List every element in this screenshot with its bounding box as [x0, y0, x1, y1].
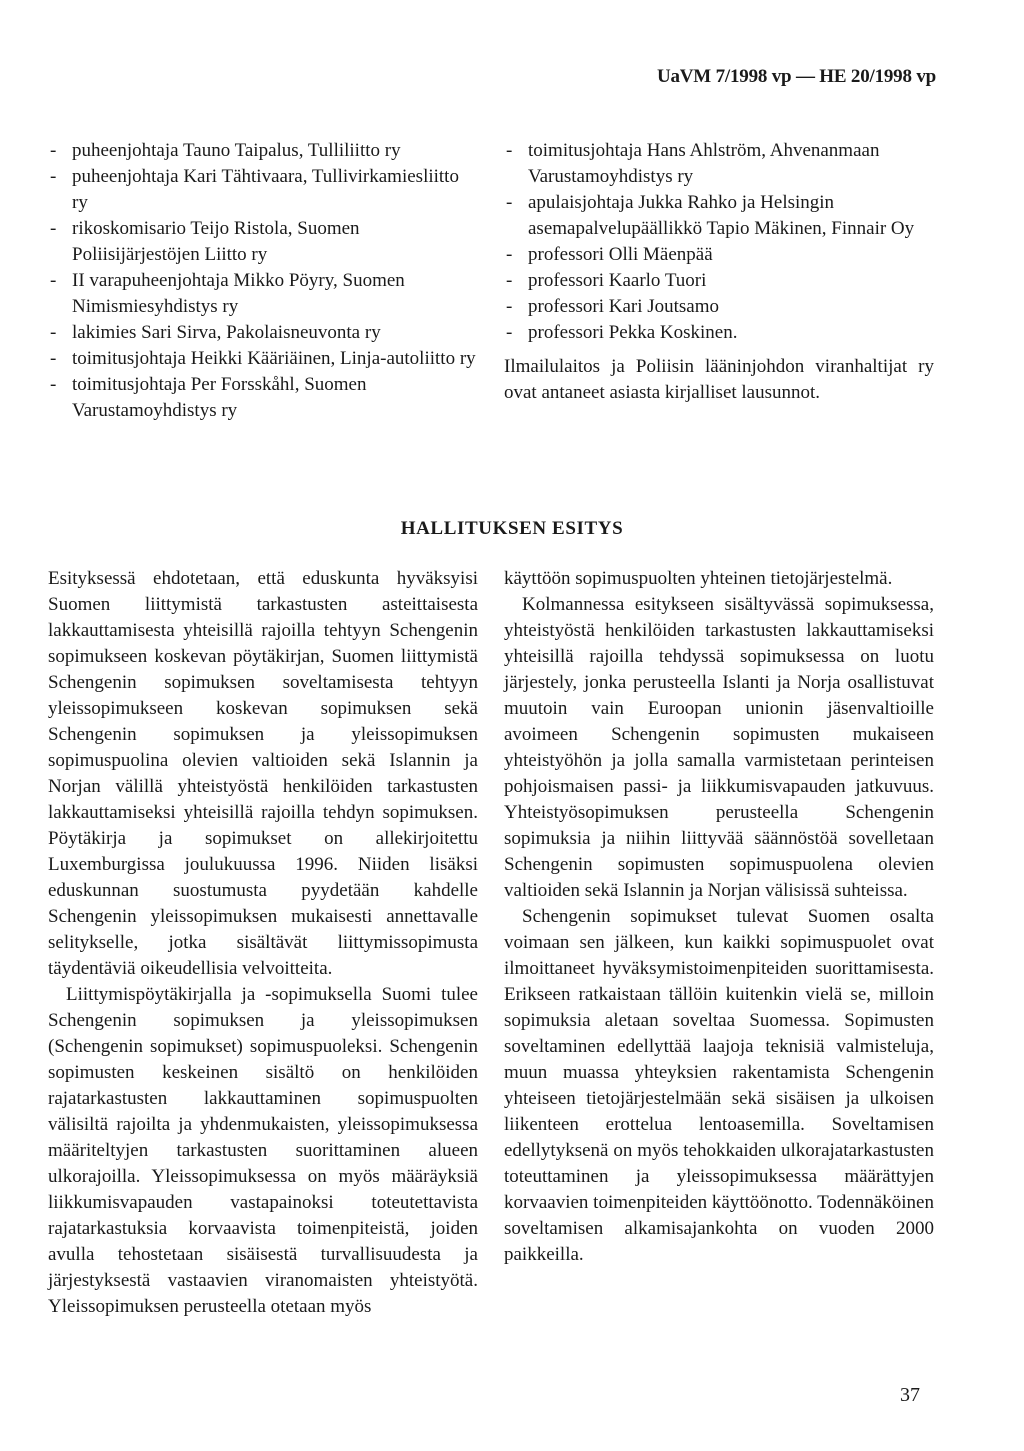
left-body-column: [48, 566, 478, 1320]
list-item: - professori Kaarlo Tuori: [504, 268, 934, 294]
body-paragraph: Schengenin sopimukset tulevat Suomen osalta voimaan sen jälkeen, kun kaikki sopimuspuolet ovat ilmoittaneet hyväksymistoimenpiteiden suorittamisesta. Erikseen ratkaistaan tällöin kuitenkin vielä se, milloin sopimuksia aletaan soveltaa Suomessa. Sopimusten soveltaminen edellyttää laajoja teknisiä valmisteluja, muun muassa yhteyksien rakentamista Schengenin yhteiseen tietojärjestelmään sekä sisäisen ja ulkoisen liikenteen erottelua lentoasemilla. Soveltamisen edellytyksenä on myös tehokkaiden ulkorajatarkastusten toteuttaminen ja yleissopimuksessa määrättyjen korvaavien toimenpiteiden käyttöönotto. Todennäköinen soveltamisen alkamisajankohta on vuoden 2000 paikkeilla.: [504, 906, 934, 1265]
list-item: - apulaisjohtaja Jukka Rahko ja Helsingin asemapalvelupäällikkö Tapio Mäkinen, Finnair Oy: [504, 190, 934, 242]
right-body-column: [504, 566, 934, 1268]
list-item: - professori Pekka Koskinen.: [504, 320, 934, 346]
list-item: - toimitusjohtaja Hans Ahlström, Ahvenanmaan Varustamoyhdistys ry: [504, 138, 934, 190]
list-item: - toimitusjohtaja Heikki Kääriäinen, Linja-autoliitto ry: [48, 346, 478, 372]
section-heading: HALLITUKSEN ESITYS: [400, 518, 624, 539]
left-member-list-column: [48, 138, 478, 424]
page-number: 37: [900, 1384, 920, 1406]
list-item: - II varapuheenjohtaja Mikko Pöyry, Suomen Nimismiesyhdistys ry: [48, 268, 478, 320]
body-paragraph: Kolmannessa esitykseen sisältyvässä sopimuksessa, yhteistyöstä henkilöiden tarkastusten lakkauttamiseksi yhteisillä rajoilla tehdyssä sopimuksessa on luotu järjestely, jonka perusteella Islanti ja Norja osallistuvat muutoin vain Euroopan unionin jäsenvaltioille avoimeen Schengenin sopimusten mukaiseen yhteistyöhön ja jolla samalla varmistetaan perinteisen pohjoismaisen passi- ja liikkumisvapauden jatkuvuus. Yhteistyösopimuksen perusteella Schengenin sopimuksia ja niihin liittyvää säännöstöä sovelletaan Schengenin sopimusten sopimuspuolena olevien valtioiden sekä Islannin ja Norjan välisissä suhteissa.: [504, 594, 934, 901]
list-item: - professori Olli Mäenpää: [504, 242, 934, 268]
right-member-list: [504, 138, 934, 346]
body-paragraph: käyttöön sopimuspuolten yhteinen tietojärjestelmä.: [504, 568, 893, 589]
list-item: - puheenjohtaja Tauno Taipalus, Tulliliitto ry: [48, 138, 478, 164]
page-header: UaVM 7/1998 vp — HE 20/1998 vp: [656, 66, 936, 87]
list-item: - rikoskomisario Teijo Ristola, Suomen Poliisijärjestöjen Liitto ry: [48, 216, 478, 268]
right-member-list-column: [504, 138, 934, 406]
body-paragraph: Esityksessä ehdotetaan, että eduskunta hyväksyisi Suomen liittymistä tarkastusten asteittaisesta lakkauttamisesta yhteisillä rajoilla tehtyyn Schengenin sopimukseen koskevan pöytäkirjan, Suomen liittymistä Schengenin sopimuksen soveltamisesta tehtyyn yleissopimukseen koskevan sopimuksen sekä Schengenin sopimuksen ja yleissopimuksen sopimuspuolina olevien valtioiden sekä Islannin ja Norjan välillä yhteistyöstä henkilöiden tarkastusten lakkauttamiseksi yhteisillä rajoilla tehdyn sopimuksen. Pöytäkirja ja sopimukset on allekirjoitettu Luxemburgissa joulukuussa 1996. Niiden lisäksi eduskunnan suostumusta pyydetään kahdelle Schengenin yleissopimuksen mukaisesti annettavalle selitykselle, jotka sisältävät liittymissopimusta täydentäviä oikeudellisia velvoitteita.: [48, 568, 478, 979]
list-item: - puheenjohtaja Kari Tähtivaara, Tullivirkamiesliitto ry: [48, 164, 478, 216]
list-item: - professori Kari Joutsamo: [504, 294, 934, 320]
list-item: - lakimies Sari Sirva, Pakolaisneuvonta ry: [48, 320, 478, 346]
written-statements-note: Ilmailulaitos ja Poliisin lääninjohdon viranhaltijat ry ovat antaneet asiasta kirjalliset lausunnot.: [504, 356, 934, 403]
body-paragraph: Liittymispöytäkirjalla ja -sopimuksella Suomi tulee Schengenin sopimuksen ja yleissopimuksen (Schengenin sopimukset) sopimuspuoleksi. Schengenin sopimusten keskeinen sisältö on henkilöiden rajatarkastusten lakkauttaminen sopimuspuolten välisiltä rajoilta ja yhdenmukaisten, yleissopimuksessa määriteltyjen tarkastusten suorittaminen alueen ulkorajoilla. Yleissopimuksessa on myös määräyksiä liikkumisvapauden vastapainoksi toteutettavista rajatarkastuksia korvaavista toimenpiteistä, joiden avulla tehostetaan sisäisestä turvallisuudesta ja järjestyksestä vastaavien viranomaisten yhteistyötä. Yleissopimuksen perusteella otetaan myös: [48, 984, 478, 1317]
left-member-list: [48, 138, 478, 424]
list-item: - toimitusjohtaja Per Forsskåhl, Suomen Varustamoyhdistys ry: [48, 372, 478, 424]
